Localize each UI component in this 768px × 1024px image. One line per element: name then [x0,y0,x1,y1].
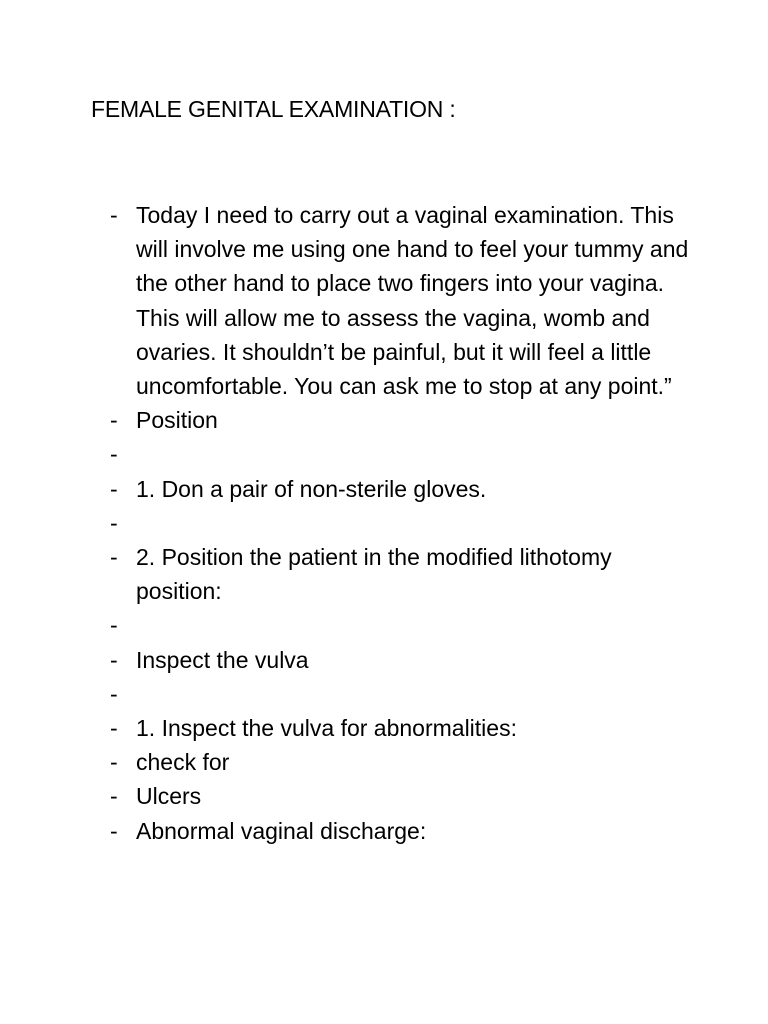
list-item [110,540,690,608]
list-item-text: 2. Position the patient in the modified lithotomy position: [136,544,612,605]
bullet-dash: - [110,407,118,434]
list-item-text: Abnormal vaginal discharge: [136,817,427,844]
list-item [110,608,690,642]
list-item [110,437,690,471]
bullet-dash: - [110,509,118,536]
bullet-dash: - [110,646,118,673]
document-title: FEMALE GENITAL EXAMINATION : [91,96,456,122]
list-item [110,472,690,506]
list-item [110,506,690,540]
list-item [110,643,690,677]
bullet-dash: - [110,202,118,228]
list-item-text: Ulcers [136,783,202,810]
list-item-text: 1. Inspect the vulva for abnormalities: [136,714,517,741]
bullet-dash: - [110,680,118,707]
list-item-text: 1. Don a pair of non-sterile gloves. [136,475,487,502]
list-item [110,198,690,403]
bullet-dash: - [110,714,118,741]
bullet-dash: - [110,475,118,502]
list-item [110,814,690,848]
list-item [110,677,690,711]
bullet-dash: - [110,749,118,776]
list-item-text: Position [136,407,218,434]
list-item-text: Inspect the vulva [136,646,309,673]
list-item [110,403,690,437]
list-item [110,711,690,745]
bullet-dash: - [110,817,118,844]
list-item-text: Today I need to carry out a vaginal examination. This will involve me using one hand to feel your tummy and the other hand to place two fingers into your vagina. This will allow me to assess the vagina, womb and ovaries. It shouldn’t be painful, but it will feel a little uncomfortable. You can ask me to stop at any point.” [136,202,689,400]
bullet-list [110,198,690,848]
bullet-dash: - [110,783,118,810]
list-item-text: check for [136,749,230,776]
bullet-dash: - [110,612,118,639]
bullet-dash: - [110,544,118,570]
list-item [110,745,690,779]
bullet-dash: - [110,441,118,468]
list-item [110,779,690,813]
